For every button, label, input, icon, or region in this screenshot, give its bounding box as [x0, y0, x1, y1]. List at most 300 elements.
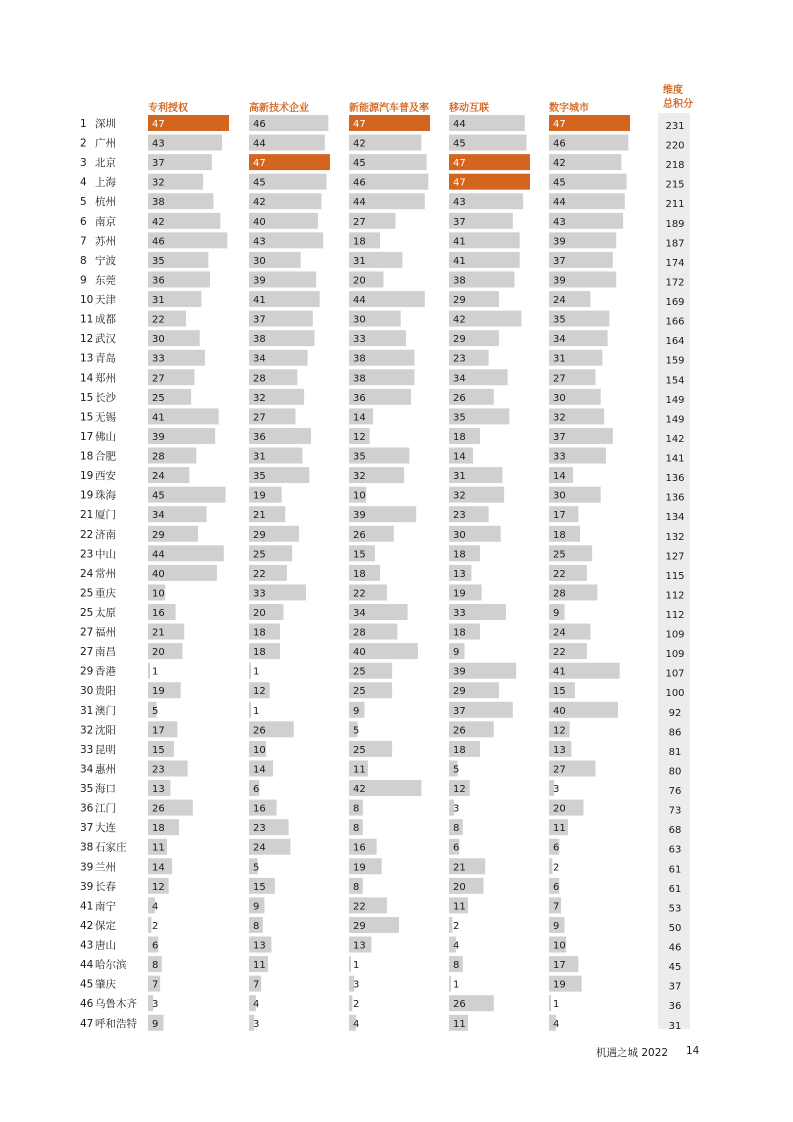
bar-value-label: 7 [253, 979, 260, 991]
bar-value-label: 44 [152, 549, 165, 561]
bar-value-label: 39 [152, 431, 165, 443]
rank-label: 37 [80, 822, 94, 835]
bar-value-label: 20 [353, 275, 366, 287]
rank-label: 3 [80, 157, 87, 170]
bar-value-label: 41 [553, 666, 566, 678]
total-score-label: 81 [668, 746, 682, 758]
bar-value-label: 46 [353, 177, 366, 189]
bar-value-label: 37 [453, 705, 466, 717]
total-score-label: 80 [668, 766, 682, 778]
bar-value-label: 42 [353, 138, 366, 150]
bar-value-label: 32 [553, 412, 566, 424]
bar-value-label: 30 [453, 529, 466, 541]
bar-value-label: 29 [253, 529, 266, 541]
total-score-label: 134 [665, 512, 685, 524]
bar-value-label: 6 [253, 784, 260, 796]
bar-value-label: 18 [453, 431, 466, 443]
bar-value-label: 27 [253, 412, 266, 424]
total-score-label: 174 [665, 257, 685, 269]
rank-label: 5 [80, 196, 87, 209]
city-label: 惠州 [95, 763, 116, 776]
bar-value-label: 14 [353, 412, 366, 424]
bar-value-label: 44 [553, 197, 566, 209]
bar-value-label: 12 [553, 725, 566, 737]
bar-value-label: 38 [152, 197, 165, 209]
city-label: 天津 [95, 294, 116, 307]
bar-value-label: 31 [453, 471, 466, 483]
bar-value-label: 15 [553, 686, 566, 698]
bar-value-label: 18 [353, 568, 366, 580]
column-header-hightech-firms: 高新技术企业 [249, 103, 309, 114]
bar-value-label: 6 [553, 881, 560, 893]
bar-value-label: 35 [253, 471, 266, 483]
bar-value-label: 13 [152, 784, 165, 796]
bar-value-label: 44 [353, 295, 366, 307]
bar-value-label: 25 [353, 666, 366, 678]
bar-value-label: 12 [253, 686, 266, 698]
total-score-label: 169 [665, 297, 685, 309]
data-bar [249, 663, 251, 679]
bar-value-label: 31 [253, 451, 266, 463]
bar-value-label: 24 [553, 295, 566, 307]
bar-value-label: 18 [453, 744, 466, 756]
bar-value-label: 13 [253, 940, 266, 952]
rank-label: 38 [80, 841, 94, 854]
total-score-label: 100 [665, 688, 685, 700]
bar-value-label: 42 [453, 314, 466, 326]
bar-value-label: 30 [253, 255, 266, 267]
rank-label: 2 [80, 137, 87, 150]
bar-value-label: 35 [453, 412, 466, 424]
total-score-label: 149 [665, 394, 685, 406]
bar-value-label: 45 [353, 158, 366, 170]
bar-value-label: 35 [353, 451, 366, 463]
rank-label: 34 [80, 763, 94, 776]
rank-label: 7 [80, 235, 87, 248]
total-score-label: 220 [665, 140, 685, 152]
total-score-label: 189 [665, 218, 685, 230]
total-score-label: 61 [668, 883, 682, 895]
column-header-mobile-internet: 移动互联 [449, 103, 489, 114]
bar-value-label: 28 [253, 373, 266, 385]
total-score-label: 112 [665, 590, 685, 602]
bar-value-label: 8 [453, 960, 460, 972]
bar-value-label: 5 [253, 862, 260, 874]
bar-value-label: 22 [253, 568, 266, 580]
city-label: 南宁 [95, 900, 116, 913]
rank-label: 15 [80, 391, 94, 404]
bar-value-label: 46 [553, 138, 566, 150]
bar-value-label: 10 [152, 588, 165, 600]
bar-value-label: 20 [553, 803, 566, 815]
bar-value-label: 18 [152, 823, 165, 835]
city-label: 东莞 [95, 274, 116, 287]
bar-value-label: 22 [152, 314, 165, 326]
bar-value-label: 16 [152, 608, 165, 619]
bar-value-label: 40 [553, 705, 566, 717]
bar-value-label: 10 [353, 490, 366, 502]
city-label: 石家庄 [95, 841, 127, 854]
rank-label: 15 [80, 411, 94, 424]
total-score-label: 73 [668, 805, 682, 817]
bar-value-label: 20 [453, 881, 466, 893]
bar-value-label: 46 [152, 236, 165, 248]
bar-value-label: 8 [253, 920, 260, 932]
bar-value-label: 12 [353, 431, 366, 443]
bar-value-label: 40 [152, 568, 165, 580]
rank-label: 10 [80, 294, 94, 307]
total-score-label: 109 [665, 629, 685, 641]
city-label: 保定 [95, 919, 116, 932]
bar-value-label: 41 [152, 412, 165, 424]
total-score-label: 115 [665, 570, 685, 582]
bar-value-label: 46 [253, 119, 266, 130]
city-label: 常州 [95, 567, 116, 580]
bar-value-label: 34 [353, 608, 366, 619]
total-score-label: 231 [665, 121, 685, 132]
bar-value-label: 2 [453, 920, 460, 932]
bar-value-label: 22 [553, 568, 566, 580]
rank-label: 19 [80, 489, 94, 502]
bar-value-label: 30 [152, 334, 165, 346]
total-score-label: 109 [665, 649, 685, 661]
bar-value-label: 40 [353, 647, 366, 659]
total-score-label: 36 [668, 1001, 682, 1013]
city-label: 南京 [95, 215, 116, 228]
rank-label: 12 [80, 333, 94, 346]
bar-value-label: 10 [553, 940, 566, 952]
rank-label: 33 [80, 743, 94, 756]
total-score-label: 187 [665, 238, 685, 250]
bar-value-label: 13 [353, 940, 366, 952]
rank-label: 14 [80, 372, 94, 385]
total-score-label: 149 [665, 414, 685, 426]
bar-value-label: 6 [553, 842, 560, 854]
bar-value-label: 5 [353, 725, 360, 737]
bar-value-label: 41 [453, 236, 466, 248]
total-score-label: 142 [665, 433, 685, 445]
data-bar [349, 995, 352, 1011]
bar-value-label: 38 [353, 373, 366, 385]
bar-value-label: 29 [453, 295, 466, 307]
city-label: 杭州 [95, 196, 116, 209]
city-label: 宁波 [95, 254, 116, 267]
bar-value-label: 32 [453, 490, 466, 502]
footer-publication: 机遇之城 2022 [596, 1047, 669, 1059]
bar-value-label: 9 [453, 647, 460, 659]
bar-value-label: 34 [553, 334, 566, 346]
city-label: 济南 [95, 528, 116, 541]
bar-value-label: 34 [453, 373, 466, 385]
bar-value-label: 1 [152, 666, 159, 678]
total-header-line1: 维度 [663, 85, 683, 96]
bar-value-label: 37 [453, 216, 466, 228]
bar-value-label: 45 [152, 490, 165, 502]
total-score-label: 218 [665, 160, 685, 172]
bar-value-label: 2 [353, 999, 360, 1011]
bar-value-label: 32 [152, 177, 165, 189]
bar-value-label: 5 [453, 764, 460, 776]
rank-label: 27 [80, 646, 94, 659]
rank-label: 8 [80, 254, 87, 267]
city-label: 呼和浩特 [95, 1017, 137, 1030]
bar-value-label: 37 [553, 255, 566, 267]
bar-value-label: 12 [453, 784, 466, 796]
bar-value-label: 8 [152, 960, 159, 972]
rank-label: 25 [80, 607, 94, 619]
city-label: 兰州 [95, 861, 116, 874]
bar-value-label: 13 [453, 568, 466, 580]
bar-value-label: 44 [253, 138, 266, 150]
bar-value-label: 32 [253, 392, 266, 404]
city-label: 西安 [95, 470, 116, 483]
bar-value-label: 11 [152, 842, 165, 854]
rank-label: 18 [80, 450, 94, 463]
bar-value-label: 41 [253, 295, 266, 307]
bar-value-label: 18 [353, 236, 366, 248]
city-label: 大连 [95, 822, 116, 835]
bar-value-label: 19 [353, 862, 366, 874]
bar-value-label: 39 [553, 236, 566, 248]
bar-value-label: 26 [453, 392, 466, 404]
rank-label: 13 [80, 352, 94, 365]
column-header-patents: 专利授权 [148, 103, 188, 114]
bar-value-label: 11 [253, 960, 266, 972]
rank-label: 46 [80, 998, 94, 1011]
bar-value-label: 15 [152, 744, 165, 756]
rank-label: 19 [80, 470, 94, 483]
bar-value-label: 14 [253, 764, 266, 776]
bar-value-label: 5 [152, 705, 159, 717]
bar-value-label: 9 [253, 901, 260, 913]
bar-value-label: 24 [553, 627, 566, 639]
rank-label: 39 [80, 861, 94, 874]
total-score-label: 92 [668, 707, 682, 719]
bar-value-label: 20 [152, 647, 165, 659]
bar-value-label: 25 [553, 549, 566, 561]
bar-value-label: 7 [152, 979, 159, 991]
bar-value-label: 9 [553, 920, 560, 932]
rank-label: 39 [80, 880, 94, 893]
rank-label: 23 [80, 548, 94, 561]
bar-value-label: 43 [453, 197, 466, 209]
bar-value-label: 29 [453, 686, 466, 698]
bar-value-label: 38 [253, 334, 266, 346]
bar-value-label: 22 [553, 647, 566, 659]
rank-label: 1 [80, 118, 87, 130]
bar-value-label: 29 [353, 920, 366, 932]
city-label: 南昌 [95, 646, 116, 659]
total-score-label: 76 [668, 786, 682, 798]
city-label: 福州 [95, 626, 116, 639]
bar-value-label: 3 [453, 803, 460, 815]
total-score-label: 31 [668, 1020, 682, 1032]
city-label: 澳门 [95, 704, 116, 717]
bar-value-label: 11 [453, 1018, 466, 1030]
bar-value-label: 8 [353, 881, 360, 893]
bar-value-label: 37 [152, 158, 165, 170]
bar-value-label: 11 [553, 823, 566, 835]
city-label: 合肥 [95, 450, 116, 463]
city-label: 重庆 [95, 587, 116, 600]
bar-value-label: 31 [553, 353, 566, 365]
rank-label: 31 [80, 704, 94, 717]
bar-value-label: 19 [553, 979, 566, 991]
rank-label: 25 [80, 587, 94, 600]
bar-value-label: 26 [353, 529, 366, 541]
city-label: 昆明 [95, 743, 116, 756]
bar-value-label: 3 [353, 979, 360, 991]
rank-label: 27 [80, 626, 94, 639]
city-label: 香港 [95, 665, 116, 678]
bar-value-label: 42 [553, 158, 566, 170]
rank-label: 45 [80, 978, 94, 991]
city-label: 江门 [95, 802, 116, 815]
city-label: 厦门 [95, 509, 116, 522]
bar-value-label: 30 [553, 392, 566, 404]
bar-value-label: 29 [152, 529, 165, 541]
bar-value-label: 23 [453, 510, 466, 522]
bar-value-label: 44 [453, 119, 466, 130]
bar-value-label: 36 [353, 392, 366, 404]
bar-value-label: 27 [152, 373, 165, 385]
rank-label: 32 [80, 724, 94, 737]
bar-value-label: 32 [353, 471, 366, 483]
city-label: 上海 [95, 176, 116, 189]
bar-value-label: 28 [353, 627, 366, 639]
bar-value-label: 19 [453, 588, 466, 600]
total-score-label: 136 [665, 492, 685, 504]
total-header-line2: 总积分 [663, 99, 693, 110]
rank-label: 24 [80, 567, 94, 580]
total-score-label: 46 [668, 942, 682, 954]
bar-value-label: 1 [253, 705, 260, 717]
bar-value-label: 4 [253, 999, 260, 1011]
bar-value-label: 31 [152, 295, 165, 307]
bar-value-label: 37 [553, 431, 566, 443]
bar-value-label: 33 [553, 451, 566, 463]
bar-value-label: 35 [553, 314, 566, 326]
rank-label: 17 [80, 430, 94, 443]
bar-value-label: 47 [453, 158, 466, 170]
bar-value-label: 36 [253, 431, 266, 443]
bar-value-label: 44 [353, 197, 366, 209]
bar-value-label: 31 [353, 255, 366, 267]
bar-value-label: 18 [453, 627, 466, 639]
bar-value-label: 3 [152, 999, 159, 1011]
bar-value-label: 19 [253, 490, 266, 502]
bar-value-label: 27 [553, 373, 566, 385]
city-label: 哈尔滨 [95, 959, 127, 972]
bar-value-label: 4 [553, 1018, 560, 1030]
bar-value-label: 35 [152, 255, 165, 267]
bar-value-label: 39 [553, 275, 566, 287]
city-label: 苏州 [95, 235, 116, 248]
bar-value-label: 45 [453, 138, 466, 150]
bar-value-label: 17 [553, 960, 566, 972]
bar-value-label: 41 [453, 255, 466, 267]
rank-label: 36 [80, 802, 94, 815]
bar-value-label: 24 [152, 471, 165, 483]
bar-value-label: 3 [553, 784, 560, 796]
rank-label: 9 [80, 274, 87, 287]
bar-value-label: 25 [253, 549, 266, 561]
total-score-label: 112 [665, 610, 685, 621]
city-label: 太原 [95, 607, 116, 619]
bar-value-label: 26 [453, 725, 466, 737]
city-label: 成都 [95, 313, 116, 326]
bar-value-label: 9 [553, 608, 560, 619]
bar-value-label: 12 [152, 881, 165, 893]
rank-label: 43 [80, 939, 94, 952]
city-label: 佛山 [95, 430, 116, 443]
city-label: 沈阳 [95, 724, 116, 737]
bar-value-label: 33 [353, 334, 366, 346]
city-label: 唐山 [95, 939, 116, 952]
bar-value-label: 1 [453, 979, 460, 991]
bar-value-label: 1 [253, 666, 260, 678]
city-label: 广州 [95, 137, 116, 150]
bar-value-label: 6 [152, 940, 159, 952]
city-label: 肇庆 [95, 978, 116, 991]
city-label: 郑州 [95, 372, 116, 385]
bar-value-label: 17 [553, 510, 566, 522]
bar-value-label: 27 [353, 216, 366, 228]
bar-value-label: 34 [152, 510, 165, 522]
total-score-label: 166 [665, 316, 685, 328]
bar-value-label: 21 [253, 510, 266, 522]
rank-label: 35 [80, 783, 94, 796]
bar-value-label: 21 [453, 862, 466, 874]
bar-value-label: 34 [253, 353, 266, 365]
bar-value-label: 39 [253, 275, 266, 287]
bar-value-label: 4 [152, 901, 159, 913]
bar-value-label: 9 [353, 705, 360, 717]
bar-value-label: 4 [353, 1018, 360, 1030]
rank-label: 41 [80, 900, 94, 913]
bar-value-label: 47 [453, 177, 466, 189]
bar-value-label: 7 [553, 901, 560, 913]
data-bar [148, 663, 150, 679]
bar-value-label: 47 [353, 119, 366, 130]
bar-value-label: 33 [152, 353, 165, 365]
bar-value-label: 43 [152, 138, 165, 150]
rank-label: 30 [80, 685, 94, 698]
bar-value-label: 13 [553, 744, 566, 756]
bar-value-label: 28 [152, 451, 165, 463]
total-score-label: 211 [665, 199, 685, 211]
bar-value-label: 29 [453, 334, 466, 346]
city-label: 无锡 [95, 411, 116, 424]
bar-value-label: 39 [353, 510, 366, 522]
bar-value-label: 33 [253, 588, 266, 600]
footer-page-number: 14 [686, 1045, 700, 1057]
bar-value-label: 15 [253, 881, 266, 893]
bar-value-label: 8 [353, 803, 360, 815]
city-label: 海口 [95, 783, 116, 796]
rank-label: 22 [80, 528, 94, 541]
bar-value-label: 47 [253, 158, 266, 170]
total-score-label: 154 [665, 375, 685, 387]
bar-value-label: 25 [353, 686, 366, 698]
bar-value-label: 26 [152, 803, 165, 815]
rank-label: 47 [80, 1017, 94, 1030]
total-score-label: 107 [665, 668, 685, 680]
bar-value-label: 30 [353, 314, 366, 326]
total-score-label: 63 [668, 844, 682, 856]
total-score-label: 53 [668, 903, 682, 915]
bar-value-label: 39 [453, 666, 466, 678]
